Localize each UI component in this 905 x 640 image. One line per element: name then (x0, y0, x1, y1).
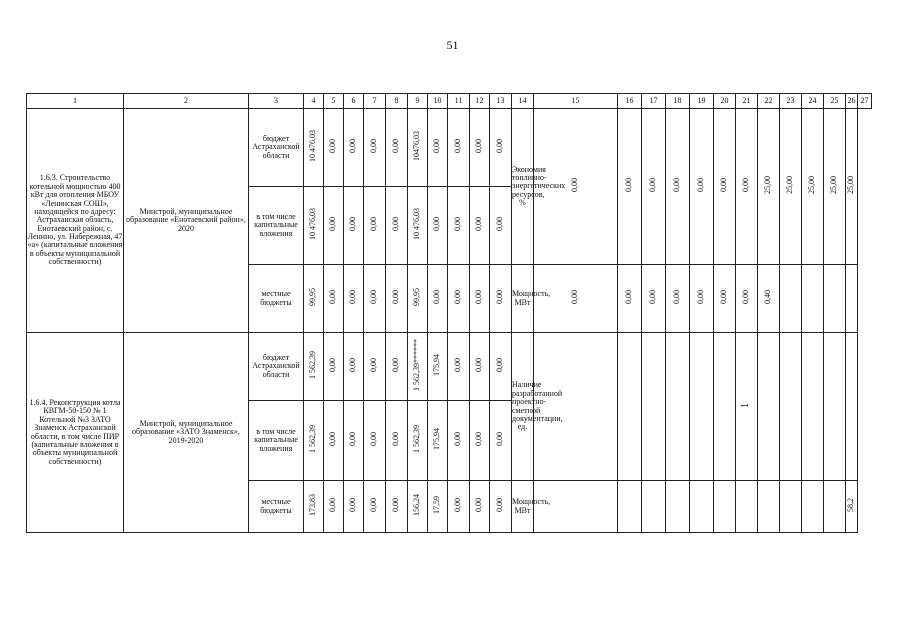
funding-value-cell (470, 187, 490, 265)
funding-value-cell (408, 109, 428, 187)
indicator-value: 0,00 (672, 290, 682, 305)
funding-value-cell (304, 333, 324, 401)
indicator-value-cell (642, 333, 666, 481)
funding-value: 0,00 (453, 290, 463, 305)
indicator-value-cell (780, 265, 802, 333)
column-number-cell: 20 (714, 94, 736, 109)
indicator-value-cell (690, 109, 714, 265)
funding-value: 173,83 (308, 494, 318, 517)
funding-value: 0,00 (474, 290, 484, 305)
funding-value-cell (386, 187, 408, 265)
column-number-cell: 19 (690, 94, 714, 109)
funding-value: 0,00 (474, 139, 484, 154)
funding-value: 0,00 (453, 498, 463, 513)
funding-value: 0,00 (328, 432, 338, 447)
indicator-value-cell (758, 265, 780, 333)
indicator-value-cell (642, 109, 666, 265)
funding-value-cell (386, 481, 408, 533)
funding-value: 0,00 (369, 358, 379, 373)
funding-value-cell (344, 109, 364, 187)
indicator-value-cell (534, 481, 618, 533)
indicator-value-cell (846, 481, 858, 533)
funding-value: 0,00 (453, 139, 463, 154)
indicator-value-cell (802, 333, 824, 481)
column-number-cell: 25 (824, 94, 846, 109)
funding-value: 0,00 (474, 217, 484, 232)
funding-source-cell: местные бюджеты (249, 481, 304, 533)
indicator-value: 0,00 (719, 178, 729, 193)
funding-value-cell (304, 187, 324, 265)
indicator-value: 0,00 (570, 178, 580, 193)
indicator-value: 25,00 (807, 176, 817, 195)
funding-value-cell (344, 481, 364, 533)
indicator-value-cell (618, 265, 642, 333)
funding-value: 0,00 (348, 290, 358, 305)
funding-value: 0,00 (391, 498, 401, 513)
indicator-value: 25,00 (846, 176, 856, 195)
indicator-value-cell (736, 109, 758, 265)
column-number-cell: 11 (448, 94, 470, 109)
funding-value: 175,94 (432, 428, 442, 451)
column-number-cell: 16 (618, 94, 642, 109)
funding-value: 0,00 (348, 217, 358, 232)
executor-cell: Минстрой, муниципальное образование «ЗАТО Знаменск», 2019-2020 (124, 333, 249, 533)
column-number-cell: 27 (858, 94, 872, 109)
funding-value-cell (490, 187, 512, 265)
indicator-value: 58,2 (846, 498, 856, 513)
indicator-value: 0,00 (696, 290, 706, 305)
funding-source-cell: в том числе капитальные вложения (249, 401, 304, 481)
indicator-value-cell (802, 265, 824, 333)
funding-value: 0,00 (474, 358, 484, 373)
funding-value-cell (490, 265, 512, 333)
column-number-cell: 1 (27, 94, 124, 109)
funding-value-cell (448, 109, 470, 187)
funding-value-cell (344, 333, 364, 401)
funding-value: 99,95 (412, 288, 422, 307)
funding-value-cell (490, 333, 512, 401)
indicator-value-cell (690, 333, 714, 481)
measure-name-cell: 1.6.4. Реконструкция котла КВГМ-50-150 № 1 Котельной №3 ЗАТО Знаменск Астраханской области, в том числе ПИР (капитальные вложения в объекты муниципальной собственности) (27, 333, 124, 533)
column-number-cell: 2 (124, 94, 249, 109)
indicator-name-cell: Мощность, МВт (512, 265, 534, 333)
funding-value: 0,00 (432, 139, 442, 154)
column-number-cell: 26 (846, 94, 858, 109)
funding-value: 0,00 (474, 498, 484, 513)
indicator-value-cell (690, 481, 714, 533)
funding-value: 0,00 (348, 498, 358, 513)
indicator-value-cell (642, 481, 666, 533)
funding-source-cell: в том числе капитальные вложения (249, 187, 304, 265)
funding-value-cell (304, 401, 324, 481)
indicator-value-cell (846, 333, 858, 481)
funding-value: 0,00 (391, 358, 401, 373)
indicator-value-cell (758, 333, 780, 481)
indicator-value-cell (618, 333, 642, 481)
column-number-cell: 3 (249, 94, 304, 109)
funding-value-cell (386, 401, 408, 481)
funding-value: 0,00 (391, 139, 401, 154)
funding-value: 99,95 (308, 288, 318, 307)
funding-value: 0,00 (369, 290, 379, 305)
funding-source-cell: местные бюджеты (249, 265, 304, 333)
indicator-value: 25,00 (829, 176, 839, 195)
indicator-value-cell (846, 109, 858, 265)
indicator-value-cell (618, 109, 642, 265)
column-number-cell: 17 (642, 94, 666, 109)
funding-value-cell (324, 187, 344, 265)
funding-value: 0,00 (495, 139, 505, 154)
column-number-cell: 8 (386, 94, 408, 109)
funding-value: 0,00 (348, 358, 358, 373)
indicator-value-cell (714, 109, 736, 265)
column-number-cell: 9 (408, 94, 428, 109)
funding-value-cell (428, 481, 448, 533)
indicator-value-cell (690, 265, 714, 333)
indicator-value-cell (534, 333, 618, 481)
indicator-value: 1 (740, 403, 752, 409)
column-number-cell: 13 (490, 94, 512, 109)
indicator-value: 0,00 (648, 178, 658, 193)
funding-value-cell (448, 265, 470, 333)
funding-value-cell (386, 333, 408, 401)
funding-value-cell (448, 333, 470, 401)
column-number-cell: 24 (802, 94, 824, 109)
indicator-value-cell (758, 481, 780, 533)
funding-value-cell (428, 109, 448, 187)
funding-value: 0,00 (369, 217, 379, 232)
indicator-value: 0,00 (624, 290, 634, 305)
funding-value: 0,00 (432, 290, 442, 305)
table-row (27, 109, 872, 187)
indicator-value-cell (846, 265, 858, 333)
funding-value: 10 476,03 (412, 208, 422, 241)
indicator-value: 25,00 (763, 176, 773, 195)
funding-value-cell (304, 481, 324, 533)
indicator-value: 0,40 (763, 290, 773, 305)
funding-value-cell (448, 401, 470, 481)
funding-value: 0,00 (453, 432, 463, 447)
funding-value: 156,24 (412, 494, 422, 517)
indicator-value-cell (714, 333, 736, 481)
funding-value: 0,00 (328, 139, 338, 154)
executor-cell: Минстрой, муниципальное образование «Енотаевский район», 2020 (124, 109, 249, 333)
indicator-value-cell (666, 109, 690, 265)
column-number-cell: 23 (780, 94, 802, 109)
funding-value: 1 562,39 (308, 425, 318, 454)
indicator-value: 0,00 (719, 290, 729, 305)
funding-value-cell (428, 401, 448, 481)
funding-value: 0,00 (369, 498, 379, 513)
funding-value: 10 476,03 (308, 130, 318, 163)
funding-value: 0,00 (369, 432, 379, 447)
funding-value-cell (408, 265, 428, 333)
funding-value-cell (304, 109, 324, 187)
funding-value-cell (324, 109, 344, 187)
indicator-value: 0,00 (624, 178, 634, 193)
column-number-cell: 22 (758, 94, 780, 109)
indicator-value-cell (714, 265, 736, 333)
indicator-value-cell (534, 265, 618, 333)
funding-value-cell (324, 333, 344, 401)
funding-value-cell (364, 481, 386, 533)
funding-value: 0,00 (328, 217, 338, 232)
funding-value-cell (324, 265, 344, 333)
funding-value-cell (324, 401, 344, 481)
funding-value: 0,00 (495, 217, 505, 232)
indicator-value-cell (824, 265, 846, 333)
indicator-value-cell (824, 481, 846, 533)
measure-name-cell: 1.6.3. Строительство котельной мощностью 400 кВт для отопления МБОУ «Ленинская СОШ», находящейся по адресу: Астраханская область, Енотаевский район, с. Ленино, ул. Набережная, 47 «а» (капитальные вложения в объекты муниципальной собственности) (27, 109, 124, 333)
funding-value-cell (386, 109, 408, 187)
column-number-cell: 18 (666, 94, 690, 109)
indicator-value-cell (780, 109, 802, 265)
funding-value-cell (448, 481, 470, 533)
indicator-value-cell (780, 481, 802, 533)
indicator-value-cell (824, 333, 846, 481)
funding-value-cell (490, 109, 512, 187)
indicator-name-cell: Наличие разработанной проектно-сметной документации, ед. (512, 333, 534, 481)
funding-value: 0,00 (495, 358, 505, 373)
funding-value-cell (428, 187, 448, 265)
column-number-cell: 14 (512, 94, 534, 109)
indicator-value-cell (824, 109, 846, 265)
funding-value: 0,00 (474, 432, 484, 447)
funding-value: 10 476,03 (308, 208, 318, 241)
funding-value-cell (364, 109, 386, 187)
funding-value-cell (408, 481, 428, 533)
funding-value-cell (470, 333, 490, 401)
indicator-value: 25,00 (785, 176, 795, 195)
funding-value: 0,00 (328, 358, 338, 373)
funding-value: 10476,03 (412, 131, 422, 162)
funding-value: 0,00 (432, 217, 442, 232)
indicator-value-cell (666, 481, 690, 533)
funding-value-cell (364, 401, 386, 481)
funding-value-cell (344, 265, 364, 333)
funding-value: 1 562,39 (308, 351, 318, 380)
funding-value-cell (470, 481, 490, 533)
indicator-value: 0,00 (741, 290, 751, 305)
funding-value: 0,00 (391, 290, 401, 305)
indicator-value-cell (736, 265, 758, 333)
indicator-value-cell (666, 333, 690, 481)
indicator-value: 0,00 (696, 178, 706, 193)
indicator-value: 0,00 (741, 178, 751, 193)
funding-value-cell (470, 401, 490, 481)
funding-source-cell: бюджет Астраханской области (249, 333, 304, 401)
column-number-cell: 12 (470, 94, 490, 109)
funding-value-cell (408, 187, 428, 265)
funding-value: 1 562,39 (412, 425, 422, 454)
indicator-value: 0,00 (648, 290, 658, 305)
indicator-value-cell (714, 481, 736, 533)
funding-value-cell (408, 333, 428, 401)
funding-value-cell (344, 187, 364, 265)
funding-value-cell (386, 265, 408, 333)
funding-value: 0,00 (328, 498, 338, 513)
indicator-value-cell (736, 333, 758, 481)
funding-value-cell (428, 333, 448, 401)
funding-value-cell (470, 109, 490, 187)
funding-value: 0,00 (328, 290, 338, 305)
indicator-value-cell (736, 481, 758, 533)
funding-value-cell (428, 265, 448, 333)
column-number-cell: 7 (364, 94, 386, 109)
funding-value: 0,00 (495, 432, 505, 447)
indicator-value-cell (802, 109, 824, 265)
funding-value: 0,00 (391, 217, 401, 232)
funding-value-cell (470, 265, 490, 333)
indicator-name-cell: Экономия топливно-энергетических ресурсов, % (512, 109, 534, 265)
column-number-cell: 6 (344, 94, 364, 109)
funding-value: 175,94 (432, 354, 442, 377)
funding-value: 0,00 (369, 139, 379, 154)
indicator-value-cell (758, 109, 780, 265)
page-number: 51 (446, 38, 459, 52)
funding-value: 0,00 (348, 432, 358, 447)
funding-value: 1 562,39****** (412, 339, 422, 392)
funding-value-cell (490, 481, 512, 533)
funding-value: 0,00 (453, 217, 463, 232)
funding-value-cell (490, 401, 512, 481)
indicator-value: 0,00 (672, 178, 682, 193)
funding-value: 0,00 (453, 358, 463, 373)
indicator-value-cell (802, 481, 824, 533)
funding-value-cell (448, 187, 470, 265)
column-number-cell: 4 (304, 94, 324, 109)
indicator-value: 0,00 (570, 290, 580, 305)
funding-value: 0,00 (391, 432, 401, 447)
indicator-value-cell (666, 265, 690, 333)
column-number-cell: 10 (428, 94, 448, 109)
funding-value: 0,00 (495, 498, 505, 513)
program-table (26, 93, 872, 533)
indicator-value-cell (618, 481, 642, 533)
column-number-cell: 5 (324, 94, 344, 109)
funding-value: 0,00 (495, 290, 505, 305)
indicator-value-cell (642, 265, 666, 333)
column-number-cell: 21 (736, 94, 758, 109)
funding-value-cell (304, 265, 324, 333)
funding-value-cell (344, 401, 364, 481)
funding-value-cell (324, 481, 344, 533)
funding-value-cell (364, 187, 386, 265)
indicator-value-cell (780, 333, 802, 481)
funding-value-cell (364, 333, 386, 401)
funding-value: 0,00 (348, 139, 358, 154)
column-number-cell: 15 (534, 94, 618, 109)
indicator-name-cell: Мощность, МВт (512, 481, 534, 533)
funding-value: 17,59 (432, 496, 442, 515)
table-row (27, 333, 872, 401)
funding-source-cell: бюджет Астраханской области (249, 109, 304, 187)
funding-value-cell (408, 401, 428, 481)
column-number-row (27, 94, 872, 109)
funding-value-cell (364, 265, 386, 333)
